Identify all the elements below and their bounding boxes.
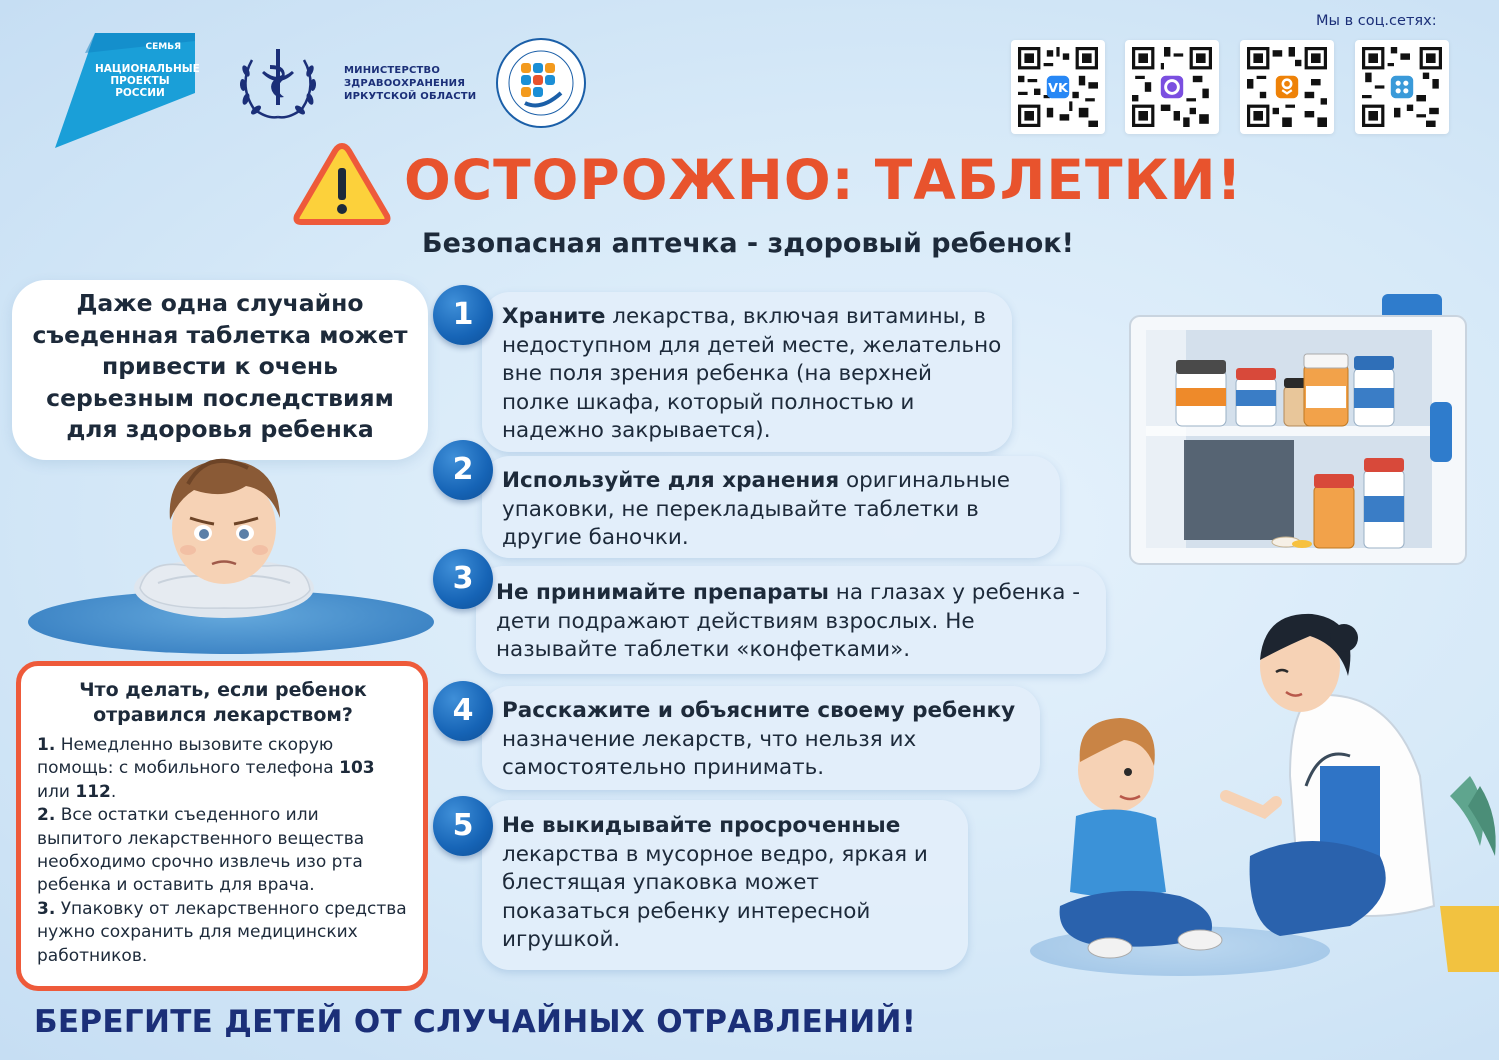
health-center-logo	[495, 37, 587, 129]
qr-pattern	[1247, 47, 1327, 127]
tip-card-4: Расскажите и объясните своему ребенку назначение лекарств, что нельзя их самостоятельно принимать.	[482, 686, 1040, 790]
qr-pattern	[1362, 47, 1442, 127]
tip-card-3: Не принимайте препараты на глазах у ребенка - дети подражают действиям взрослых. Не называйте таблетки «конфетками».	[476, 566, 1106, 674]
tip-number-5: 5	[433, 796, 493, 856]
page-subtitle: Безопасная аптечка - здоровый ребенок!	[422, 228, 1074, 259]
bubble-line: серьезным последствиям	[46, 383, 394, 412]
qr-code-vk[interactable]	[1011, 40, 1105, 134]
svg-text:VK: VK	[1048, 80, 1068, 96]
ministry-emblem-icon	[232, 45, 324, 123]
first-aid-box	[16, 661, 428, 991]
social-title: Мы в соц.сетях:	[1316, 13, 1437, 29]
tip-number-1: 1	[433, 285, 493, 345]
national-projects-logo: СЕМЬЯ НАЦИОНАЛЬНЫЕ ПРОЕКТЫ РОССИИ	[55, 33, 195, 148]
qr-pattern	[1018, 47, 1098, 127]
first-aid-item: 2. Все остатки съеденного или выпитого лекарственного вещества необходимо срочно извлечь изо рта ребенка и оставить для врача.	[37, 805, 365, 896]
bubble-line: Даже одна случайно	[76, 289, 364, 317]
bubble-line: привести к очень	[102, 352, 338, 380]
tip-number-4: 4	[433, 681, 493, 741]
tip-number-3: 3	[433, 549, 493, 609]
ministry-name: МИНИСТЕРСТВО ЗДРАВООХРАНЕНИЯ ИРКУТСКОЙ ОБЛАСТИ	[344, 65, 477, 102]
qr-code-gosuslugi[interactable]	[1355, 40, 1449, 134]
footer-slogan: БЕРЕГИТЕ ДЕТЕЙ ОТ СЛУЧАЙНЫХ ОТРАВЛЕНИЙ!	[34, 1004, 917, 1040]
first-aid-title: Что делать, если ребенок отравился лекарством?	[79, 679, 367, 726]
medicine-cabinet-illustration	[1124, 290, 1469, 568]
qr-code-max[interactable]	[1125, 40, 1219, 134]
tip-number-2: 2	[433, 440, 493, 500]
qr-code-ok[interactable]	[1240, 40, 1334, 134]
page-title: ОСТОРОЖНО: ТАБЛЕТКИ!	[404, 148, 1243, 212]
first-aid-item: 3. Упаковку от лекарственного средства нужно сохранить для медицинских работников.	[37, 898, 407, 966]
qr-pattern	[1132, 47, 1212, 127]
tip-card-1: Храните лекарства, включая витамины, в недоступном для детей месте, желательно вне поля зрения ребенка (на верхней полке шкафа, который полностью и надежно закрывается).	[482, 292, 1012, 452]
warning-bubble	[12, 280, 428, 460]
tip-card-5: Не выкидывайте просроченные лекарства в мусорное ведро, яркая и блестящая упаковка может показаться ребенку интересной игрушкой.	[482, 800, 968, 970]
doctor-and-child-illustration	[1050, 606, 1499, 972]
sad-child-illustration	[128, 438, 318, 620]
first-aid-item: 1. Немедленно вызовите скорую помощь: с мобильного телефона 103 или 112.	[37, 735, 375, 802]
tip-card-2: Используйте для хранения оригинальные упаковки, не перекладывайте таблетки в другие баночки.	[482, 456, 1060, 558]
warning-icon	[293, 142, 391, 226]
bubble-line: съеденная таблетка может	[32, 320, 408, 349]
bubble-line: для здоровья ребенка	[66, 415, 374, 443]
